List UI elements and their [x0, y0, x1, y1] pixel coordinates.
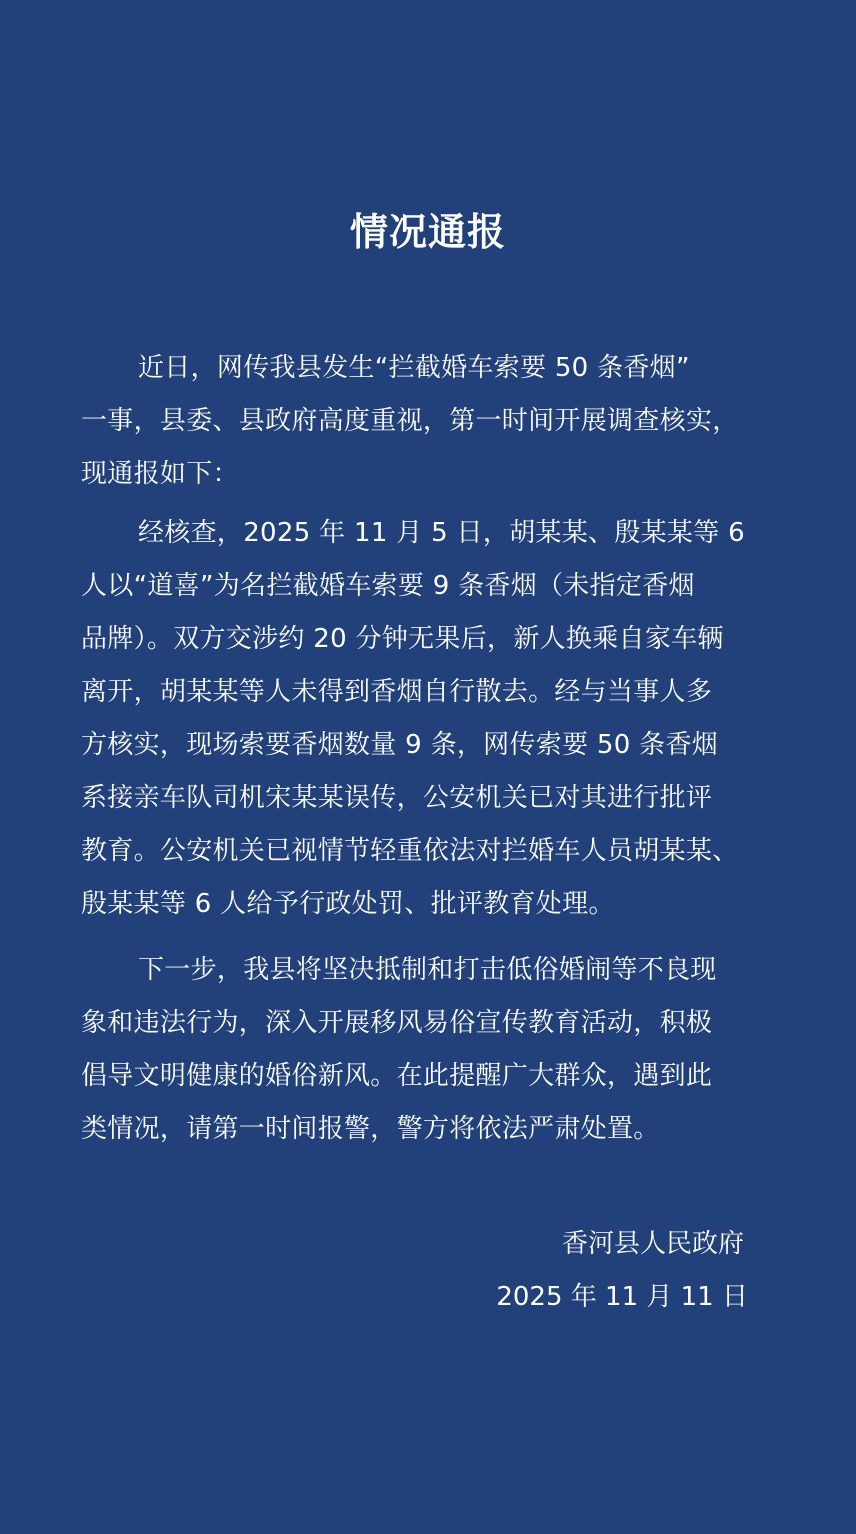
paragraph-line: 一事，县委、县政府高度重视，第一时间开展调查核实， — [81, 406, 739, 436]
notice-paragraph-3 — [81, 944, 717, 1156]
paragraph-line: 方核实，现场索要香烟数量 9 条，网传索要 50 条香烟 — [81, 730, 719, 760]
paragraph-line: 经核查，2025 年 11 月 5 日，胡某某、殷某某等 6 — [138, 518, 745, 548]
paragraph-line: 现通报如下： — [81, 459, 239, 489]
paragraph-line: 系接亲车队司机宋某某误传，公安机关已对其进行批评 — [81, 783, 713, 813]
paragraph-line: 下一步，我县将坚决抵制和打击低俗婚闹等不良现 — [138, 955, 717, 985]
paragraph-line: 教育。公安机关已视情节轻重依法对拦婚车人员胡某某、 — [81, 836, 739, 866]
paragraph-line: 倡导文明健康的婚俗新风。在此提醒广大群众，遇到此 — [81, 1061, 713, 1091]
paragraph-line: 近日，网传我县发生“拦截婚车索要 50 条香烟” — [138, 353, 690, 383]
paragraph-line: 类情况，请第一时间报警，警方将依法严肃处置。 — [81, 1114, 660, 1144]
signature-organization: 香河县人民政府 — [561, 1229, 744, 1259]
notice-paragraph-2 — [81, 507, 745, 931]
paragraph-line: 离开，胡某某等人未得到香烟自行散去。经与当事人多 — [81, 677, 713, 707]
paragraph-line: 人以“道喜”为名拦截婚车索要 9 条香烟（未指定香烟 — [81, 571, 695, 601]
notice-title: 情况通报 — [349, 209, 506, 254]
signature-date: 2025 年 11 月 11 日 — [496, 1282, 748, 1312]
paragraph-line: 殷某某等 6 人给予行政处罚、批评教育处理。 — [81, 889, 615, 919]
paragraph-line: 品牌）。双方交涉约 20 分钟无果后，新人换乘自家车辆 — [81, 624, 724, 654]
notice-paragraph-1 — [81, 342, 739, 501]
paragraph-line: 象和违法行为，深入开展移风易俗宣传教育活动，积极 — [81, 1008, 713, 1038]
